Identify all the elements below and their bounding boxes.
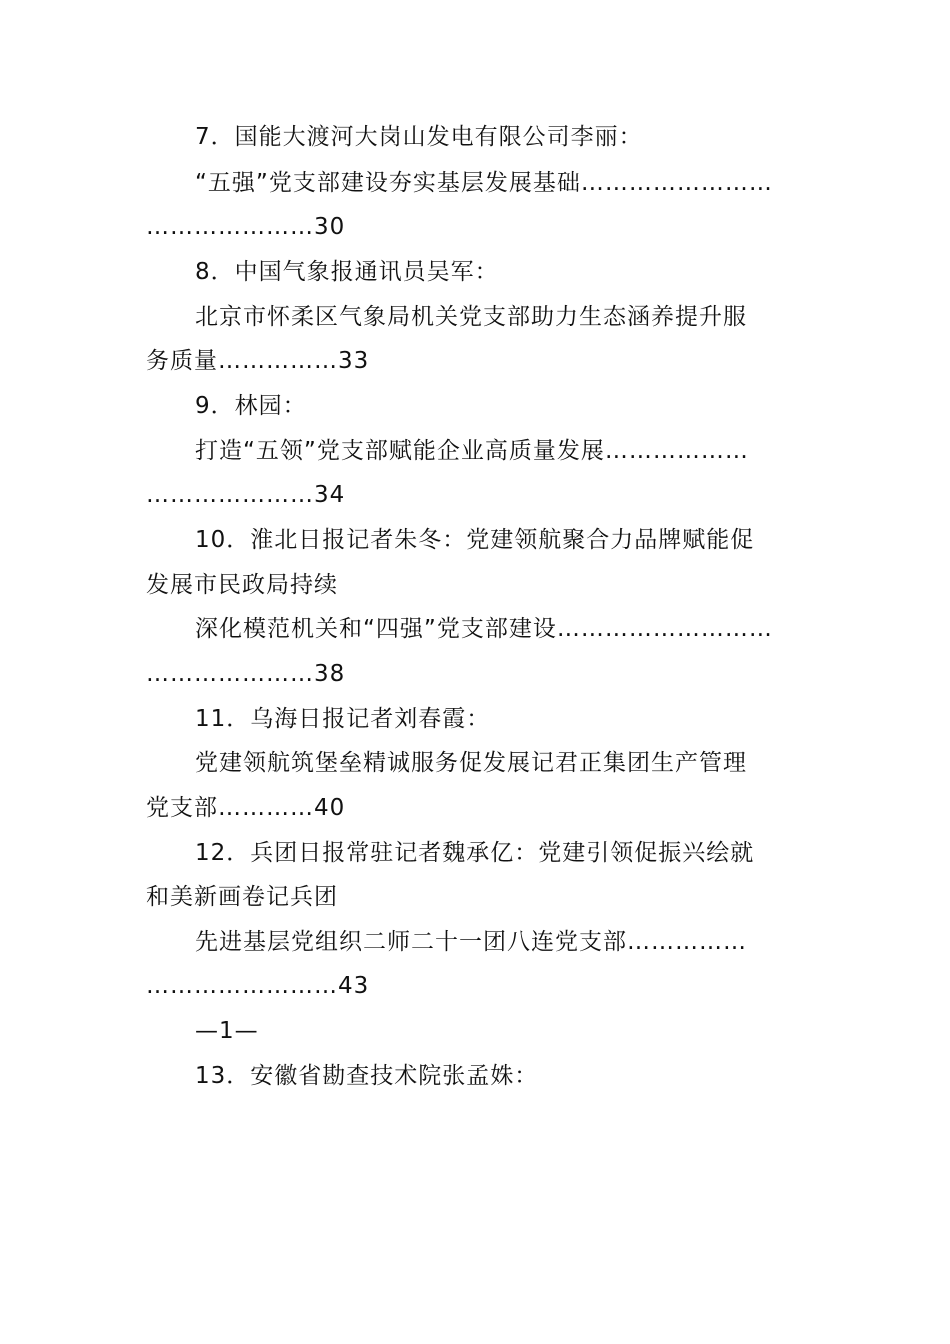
toc-entry-9-author: 9．林园： [195,393,307,419]
toc-entry-7-author: 7．国能大渡河大岗山发电有限公司李丽： [195,124,643,150]
toc-entry-12-author: 12．兵团日报常驻记者魏承亿：党建引领促振兴绘就 [195,840,755,866]
toc-entry-7-page: …………………30 [146,214,346,240]
toc-entry-8-author: 8．中国气象报通讯员吴军： [195,259,499,285]
toc-entry-12-title-cont: 先进基层党组织二师二十一团八连党支部…………… [195,929,747,955]
toc-entry-10-author: 10．淮北日报记者朱冬：党建领航聚合力品牌赋能促 [195,527,755,553]
toc-entry-7-title: “五强”党支部建设夯实基层发展基础…………………… [195,170,773,196]
toc-entry-10-page: …………………38 [146,661,346,687]
page-number: —1— [195,1018,259,1044]
toc-entry-11-title-cont: 党支部…………40 [146,795,346,821]
toc-entry-9-title: 打造“五领”党支部赋能企业高质量发展……………… [195,438,749,464]
toc-entry-8-title-cont: 务质量……………33 [146,348,370,374]
toc-entry-11-title: 党建领航筑堡垒精诚服务促发展记君正集团生产管理 [195,750,747,776]
toc-entry-11-author: 11．乌海日报记者刘春霞： [195,706,491,732]
toc-entry-12-page: ……………………43 [146,973,370,999]
toc-entry-10-title: 发展市民政局持续 [146,572,338,598]
toc-entry-9-page: …………………34 [146,482,346,508]
toc-entry-13-author: 13．安徽省勘查技术院张孟姝： [195,1063,539,1089]
toc-entry-10-title-cont: 深化模范机关和“四强”党支部建设……………………… [195,616,773,642]
toc-entry-8-title: 北京市怀柔区气象局机关党支部助力生态涵养提升服 [195,304,747,330]
toc-entry-12-title: 和美新画卷记兵团 [146,884,338,910]
